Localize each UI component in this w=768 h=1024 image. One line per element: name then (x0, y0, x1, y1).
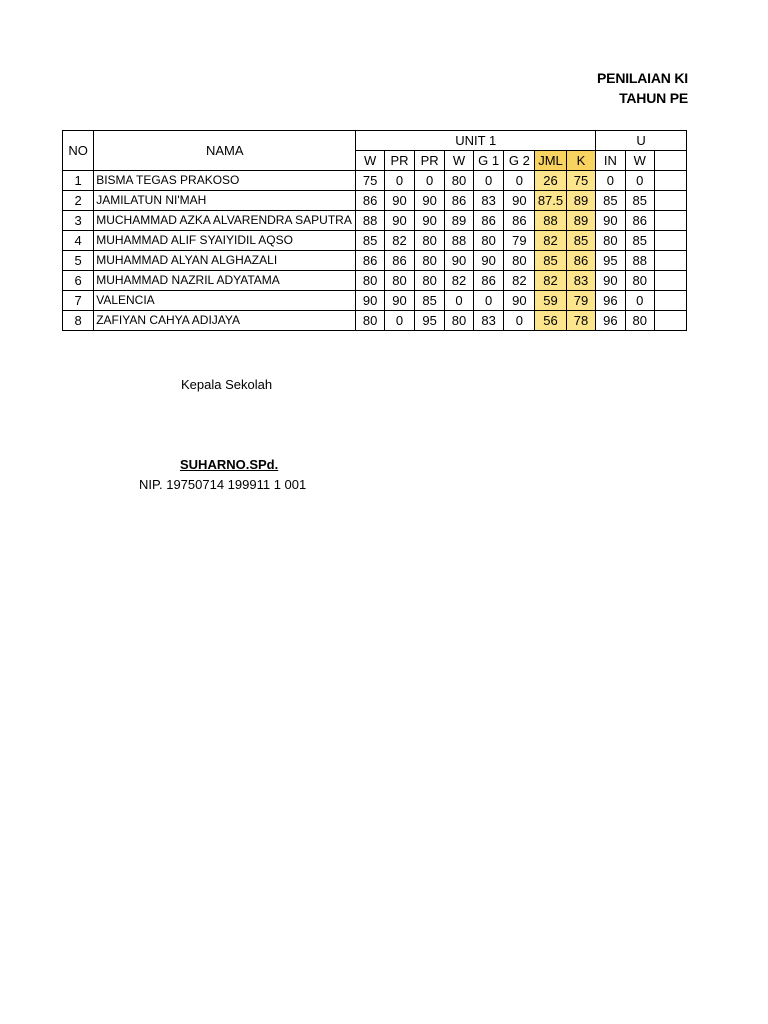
score-cell[interactable]: 85 (535, 251, 567, 271)
score-cell-empty[interactable] (654, 291, 686, 311)
score-cell[interactable]: 90 (504, 291, 535, 311)
score-cell[interactable]: 0 (384, 171, 414, 191)
score-cell[interactable]: 86 (356, 251, 385, 271)
score-cell-empty[interactable] (654, 271, 686, 291)
score-cell[interactable]: 88 (625, 251, 654, 271)
score-cell[interactable]: 90 (596, 211, 625, 231)
grades-table-viewport (62, 130, 687, 336)
table-row (63, 251, 687, 271)
score-cell[interactable]: 80 (625, 271, 654, 291)
score-cell-empty[interactable] (654, 231, 686, 251)
signature-name: SUHARNO.SPd. (180, 457, 279, 472)
score-cell[interactable]: 90 (596, 271, 625, 291)
header-nama: NAMA (94, 131, 356, 171)
score-cell[interactable]: 86 (473, 211, 504, 231)
column-header-empty (654, 151, 686, 171)
score-cell[interactable]: 80 (596, 231, 625, 251)
table-row (63, 211, 687, 231)
score-cell[interactable]: 79 (504, 231, 535, 251)
score-cell[interactable]: 86 (625, 211, 654, 231)
score-cell[interactable]: 0 (473, 171, 504, 191)
score-cell[interactable]: 79 (566, 291, 595, 311)
row-number[interactable]: 2 (63, 191, 94, 211)
score-cell[interactable]: 88 (356, 211, 385, 231)
score-cell[interactable]: 86 (566, 251, 595, 271)
column-header: K (566, 151, 595, 171)
column-header: G 2 (504, 151, 535, 171)
score-cell[interactable]: 80 (384, 271, 414, 291)
student-name[interactable]: MUCHAMMAD AZKA ALVARENDRA SAPUTRA (94, 211, 356, 231)
score-cell[interactable]: 82 (445, 271, 474, 291)
student-name[interactable]: JAMILATUN NI'MAH (94, 191, 356, 211)
score-cell[interactable]: 56 (535, 311, 567, 331)
student-name[interactable]: MUHAMMAD NAZRIL ADYATAMA (94, 271, 356, 291)
column-header: PR (384, 151, 414, 171)
score-cell[interactable]: 86 (384, 251, 414, 271)
score-cell-empty[interactable] (654, 191, 686, 211)
score-cell[interactable]: 82 (504, 271, 535, 291)
student-name[interactable]: MUHAMMAD ALYAN ALGHAZALI (94, 251, 356, 271)
score-cell[interactable]: 80 (625, 311, 654, 331)
score-cell[interactable]: 86 (445, 191, 474, 211)
column-header: JML (535, 151, 567, 171)
score-cell[interactable]: 85 (596, 191, 625, 211)
row-number[interactable]: 5 (63, 251, 94, 271)
score-cell[interactable]: 0 (504, 311, 535, 331)
score-cell[interactable]: 83 (473, 311, 504, 331)
header-unit-1: UNIT 1 (356, 131, 596, 151)
score-cell[interactable]: 0 (445, 291, 474, 311)
score-cell[interactable]: 78 (566, 311, 595, 331)
score-cell[interactable]: 80 (473, 231, 504, 251)
score-cell[interactable]: 85 (415, 291, 445, 311)
score-cell[interactable]: 90 (384, 291, 414, 311)
score-cell[interactable]: 0 (415, 171, 445, 191)
score-cell[interactable]: 95 (415, 311, 445, 331)
header-no: NO (63, 131, 94, 171)
score-cell[interactable]: 89 (566, 211, 595, 231)
score-cell[interactable]: 95 (596, 251, 625, 271)
score-cell[interactable]: 80 (445, 171, 474, 191)
score-cell[interactable]: 89 (445, 211, 474, 231)
row-number[interactable]: 8 (63, 311, 94, 331)
score-cell[interactable]: 0 (504, 171, 535, 191)
column-header: IN (596, 151, 625, 171)
sheet-title-line1: PENILAIAN KI (597, 70, 688, 86)
score-cell[interactable]: 82 (535, 231, 567, 251)
score-cell[interactable]: 83 (473, 191, 504, 211)
score-cell[interactable]: 86 (356, 191, 385, 211)
table-row (63, 171, 687, 191)
column-header: W (625, 151, 654, 171)
grades-table (62, 130, 687, 331)
score-cell[interactable]: 90 (504, 191, 535, 211)
table-row (63, 271, 687, 291)
score-cell[interactable]: 26 (535, 171, 567, 191)
score-cell[interactable]: 80 (415, 251, 445, 271)
row-number[interactable]: 6 (63, 271, 94, 291)
column-header: PR (415, 151, 445, 171)
score-cell[interactable]: 82 (384, 231, 414, 251)
score-cell[interactable]: 85 (566, 231, 595, 251)
score-cell[interactable]: 90 (415, 211, 445, 231)
score-cell[interactable]: 82 (535, 271, 567, 291)
score-cell[interactable]: 0 (625, 291, 654, 311)
score-cell[interactable]: 80 (356, 271, 385, 291)
score-cell[interactable]: 83 (566, 271, 595, 291)
row-number[interactable]: 3 (63, 211, 94, 231)
column-header: G 1 (473, 151, 504, 171)
table-row (63, 291, 687, 311)
score-cell-empty[interactable] (654, 251, 686, 271)
student-name[interactable]: VALENCIA (94, 291, 356, 311)
score-cell[interactable]: 88 (535, 211, 567, 231)
sheet-title-line2: TAHUN PE (619, 90, 688, 106)
student-name[interactable]: MUHAMMAD ALIF SYAIYIDIL AQSO (94, 231, 356, 251)
score-cell-empty[interactable] (654, 171, 686, 191)
score-cell[interactable]: 96 (596, 311, 625, 331)
score-cell[interactable]: 90 (384, 211, 414, 231)
score-cell[interactable]: 59 (535, 291, 567, 311)
score-cell[interactable]: 80 (356, 311, 385, 331)
score-cell[interactable]: 96 (596, 291, 625, 311)
score-cell[interactable]: 0 (473, 291, 504, 311)
student-name[interactable]: BISMA TEGAS PRAKOSO (94, 171, 356, 191)
score-cell[interactable]: 86 (504, 211, 535, 231)
header-unit-2: U (596, 131, 687, 151)
score-cell-empty[interactable] (654, 311, 686, 331)
score-cell[interactable]: 90 (356, 291, 385, 311)
row-number[interactable]: 7 (63, 291, 94, 311)
table-row (63, 311, 687, 331)
score-cell[interactable]: 85 (625, 231, 654, 251)
score-cell[interactable]: 75 (356, 171, 385, 191)
signature-nip: NIP. 19750714 199911 1 001 (139, 477, 307, 492)
score-cell[interactable]: 0 (596, 171, 625, 191)
score-cell[interactable]: 89 (566, 191, 595, 211)
score-cell[interactable]: 90 (384, 191, 414, 211)
row-number[interactable]: 1 (63, 171, 94, 191)
header-row-groups (63, 131, 687, 151)
score-cell[interactable]: 75 (566, 171, 595, 191)
score-cell[interactable]: 85 (356, 231, 385, 251)
score-cell[interactable]: 80 (415, 271, 445, 291)
score-cell[interactable]: 90 (473, 251, 504, 271)
score-cell[interactable]: 87.5 (535, 191, 567, 211)
signature-role: Kepala Sekolah (181, 377, 273, 392)
table-row (63, 191, 687, 211)
score-cell[interactable]: 80 (445, 311, 474, 331)
column-header: W (445, 151, 474, 171)
column-header: W (356, 151, 385, 171)
score-cell[interactable]: 80 (504, 251, 535, 271)
score-cell[interactable]: 90 (415, 191, 445, 211)
score-cell[interactable]: 88 (445, 231, 474, 251)
score-cell[interactable]: 0 (625, 171, 654, 191)
score-cell[interactable]: 86 (473, 271, 504, 291)
table-row (63, 231, 687, 251)
score-cell[interactable]: 80 (415, 231, 445, 251)
score-cell[interactable]: 85 (625, 191, 654, 211)
score-cell[interactable]: 0 (384, 311, 414, 331)
student-name[interactable]: ZAFIYAN CAHYA ADIJAYA (94, 311, 356, 331)
row-number[interactable]: 4 (63, 231, 94, 251)
score-cell[interactable]: 90 (445, 251, 474, 271)
score-cell-empty[interactable] (654, 211, 686, 231)
